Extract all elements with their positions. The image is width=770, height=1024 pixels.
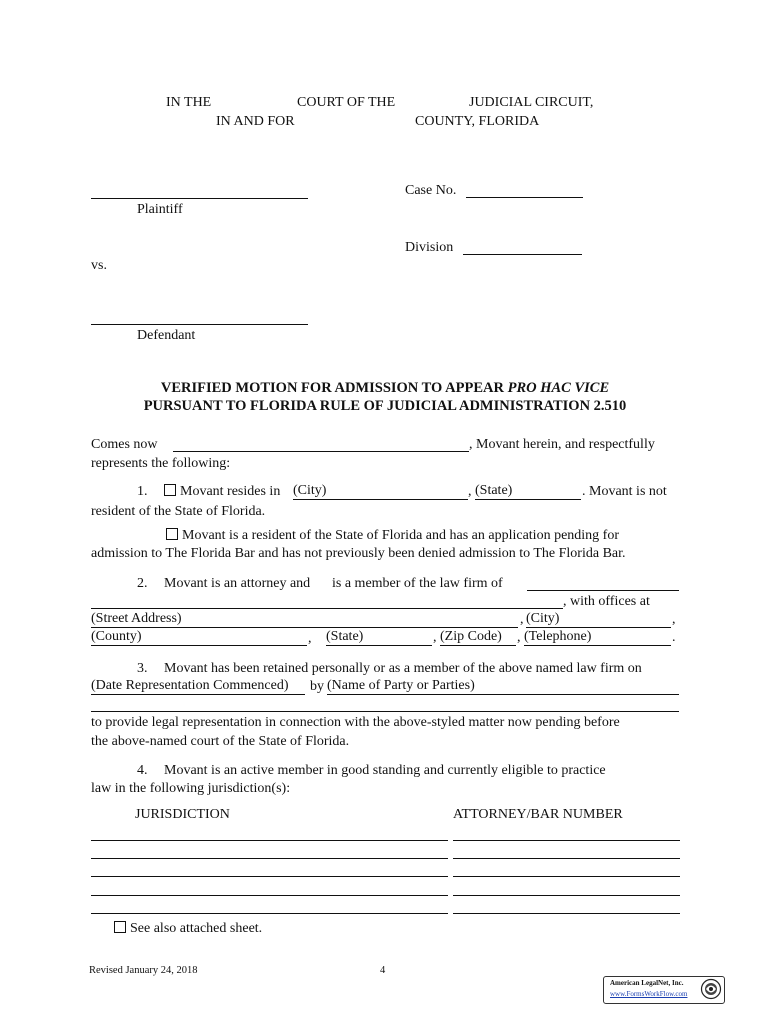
party-name-label: (Name of Party or Parties) xyxy=(327,678,679,695)
checkbox-icon[interactable] xyxy=(166,528,178,540)
item1-alt-text-2: admission to The Florida Bar and has not previously been denied admission to The Florida Bar. xyxy=(91,546,626,561)
caption-judicial-circuit: JUDICIAL CIRCUIT, xyxy=(469,95,594,110)
caption-in-the: IN THE xyxy=(166,95,212,110)
publisher-url[interactable]: www.FormsWorkFlow.com xyxy=(610,990,688,998)
item1-resides-option[interactable] xyxy=(164,484,280,500)
item3-number: 3. xyxy=(137,661,148,676)
see-also-text: See also attached sheet. xyxy=(130,921,263,936)
law-firm-line[interactable] xyxy=(527,590,679,591)
item4-number: 4. xyxy=(137,763,148,778)
plaintiff-label: Plaintiff xyxy=(137,202,183,217)
checkbox-icon[interactable] xyxy=(114,921,126,933)
state-comma: , xyxy=(433,630,437,645)
jurisdiction-line[interactable] xyxy=(91,858,448,859)
zip-comma: , xyxy=(517,630,521,645)
bar-number-line[interactable] xyxy=(453,895,680,896)
item1-not-resident-text-2: resident of the State of Florida. xyxy=(91,504,266,519)
document-title-line1: VERIFIED MOTION FOR ADMISSION TO APPEAR PRO HAC VICE xyxy=(160,380,610,396)
represents-text: represents the following: xyxy=(91,456,231,471)
state-field[interactable] xyxy=(326,629,432,646)
item3-text: Movant has been retained personally or as a member of the above named law firm on xyxy=(164,661,642,676)
county-label: (County) xyxy=(91,629,307,646)
item2-attorney-text: Movant is an attorney and xyxy=(164,576,311,591)
party-name-field[interactable] xyxy=(327,678,679,695)
zip-field[interactable] xyxy=(440,629,516,646)
street-address-field[interactable] xyxy=(91,611,518,628)
bar-number-line[interactable] xyxy=(453,876,680,877)
jurisdiction-line[interactable] xyxy=(91,895,448,896)
case-no-line[interactable] xyxy=(466,197,583,198)
city-field[interactable] xyxy=(526,611,671,628)
jurisdiction-line[interactable] xyxy=(91,876,448,877)
movant-herein-text: , Movant herein, and respectfully xyxy=(469,437,655,452)
bar-number-line[interactable] xyxy=(453,913,680,914)
state-label: (State) xyxy=(326,629,432,646)
city-comma: , xyxy=(672,612,676,627)
jurisdiction-line[interactable] xyxy=(91,913,448,914)
item3-text-2: to provide legal representation in connection with the above-styled matter now pending before xyxy=(91,715,620,730)
item1-state-label: (State) xyxy=(475,483,581,500)
county-comma: , xyxy=(308,631,312,646)
law-firm-line-2[interactable] xyxy=(91,608,563,609)
item4-text-2: law in the following jurisdiction(s): xyxy=(91,781,291,796)
item1-resides-text: Movant resides in xyxy=(180,484,281,499)
jurisdiction-header: JURISDICTION xyxy=(135,807,230,822)
item1-alt-text: Movant is a resident of the State of Florida and has an application pending for xyxy=(182,528,620,543)
item1-state-field[interactable] xyxy=(475,483,581,500)
publisher-logo xyxy=(603,976,725,1004)
bar-number-line[interactable] xyxy=(453,840,680,841)
item1-city-label: (City) xyxy=(293,483,468,500)
telephone-period: . xyxy=(672,630,676,645)
caption-court-of-the: COURT OF THE xyxy=(297,95,396,110)
item2-member-text: is a member of the law firm of xyxy=(332,576,503,591)
page-number: 4 xyxy=(380,965,386,976)
division-label: Division xyxy=(405,240,454,255)
division-line[interactable] xyxy=(463,254,582,255)
item2-number: 2. xyxy=(137,576,148,591)
item1-comma: , xyxy=(468,484,472,499)
document-title-line2: PURSUANT TO FLORIDA RULE OF JUDICIAL ADMINISTRATION 2.510 xyxy=(143,398,627,414)
case-no-label: Case No. xyxy=(405,183,457,198)
county-field[interactable] xyxy=(91,629,307,646)
item1-not-resident-text: . Movant is not xyxy=(582,484,667,499)
revised-date: Revised January 24, 2018 xyxy=(89,965,198,976)
date-commenced-field[interactable] xyxy=(91,678,305,695)
party-name-line-2[interactable] xyxy=(91,711,679,712)
plaintiff-line[interactable] xyxy=(91,198,308,199)
bar-number-line[interactable] xyxy=(453,858,680,859)
zip-label: (Zip Code) xyxy=(440,629,516,646)
street-comma: , xyxy=(520,612,524,627)
see-also-option[interactable] xyxy=(114,921,262,937)
item4-text: Movant is an active member in good standing and currently eligible to practice xyxy=(164,763,606,778)
date-commenced-label: (Date Representation Commenced) xyxy=(91,678,305,695)
item1-city-field[interactable] xyxy=(293,483,468,500)
caption-county-florida: COUNTY, FLORIDA xyxy=(415,114,540,129)
movant-name-line[interactable] xyxy=(173,451,469,452)
bar-number-header: ATTORNEY/BAR NUMBER xyxy=(453,807,623,822)
defendant-label: Defendant xyxy=(137,328,196,343)
street-address-label: (Street Address) xyxy=(91,611,518,628)
telephone-field[interactable] xyxy=(524,629,671,646)
item1-number: 1. xyxy=(137,484,148,499)
telephone-label: (Telephone) xyxy=(524,629,671,646)
caption-in-and-for: IN AND FOR xyxy=(216,114,295,129)
publisher-name: American LegalNet, Inc. xyxy=(610,979,684,987)
item3-text-3: the above-named court of the State of Florida. xyxy=(91,734,350,749)
comes-now-text: Comes now xyxy=(91,437,158,452)
city-label: (City) xyxy=(526,611,671,628)
publisher-emblem-icon xyxy=(700,978,722,1000)
defendant-line[interactable] xyxy=(91,324,308,325)
checkbox-icon[interactable] xyxy=(164,484,176,496)
jurisdiction-line[interactable] xyxy=(91,840,448,841)
item1-alt-option[interactable] xyxy=(166,528,619,544)
item3-by-text: by xyxy=(310,679,324,694)
vs-label: vs. xyxy=(91,258,107,273)
item2-offices-text: , with offices at xyxy=(563,594,650,609)
